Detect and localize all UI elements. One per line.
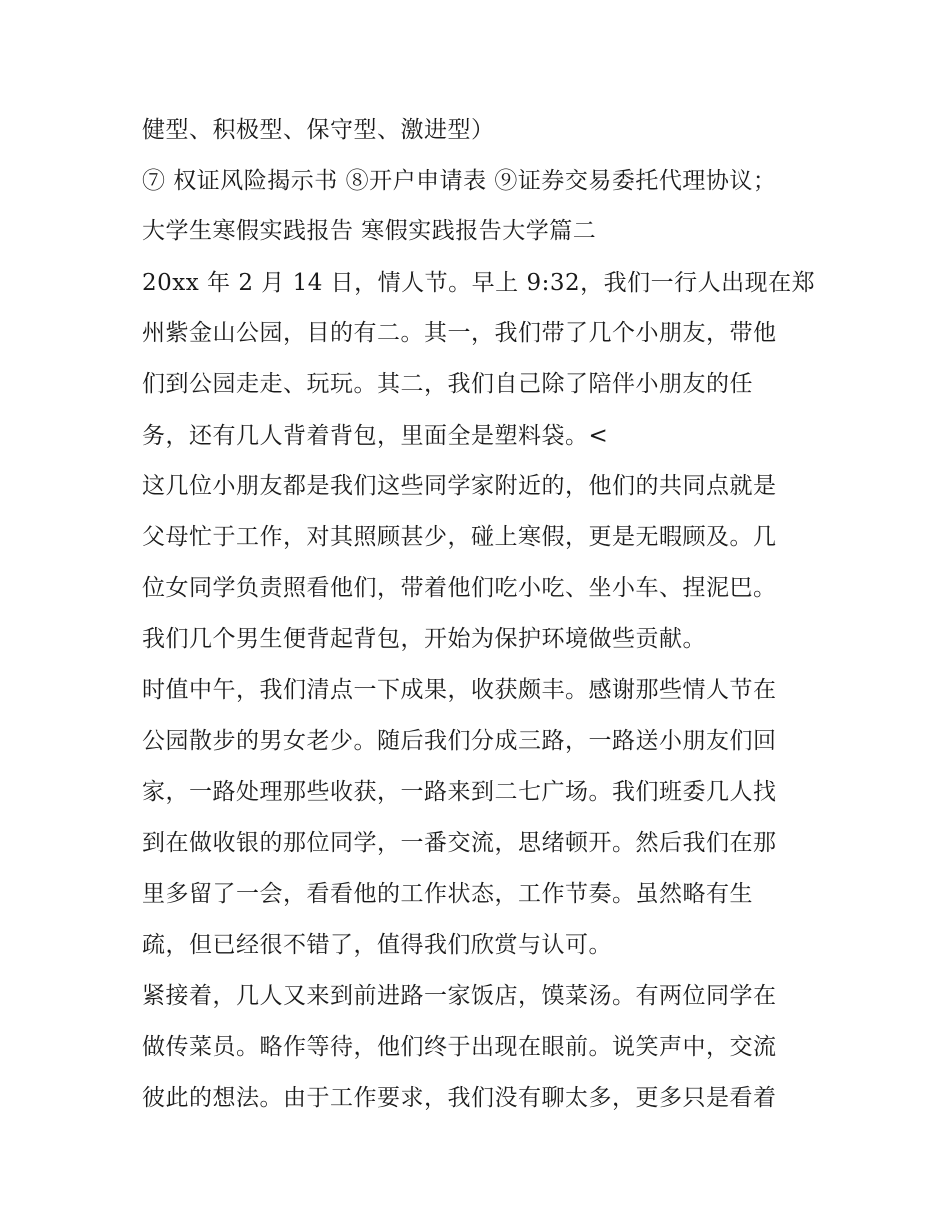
text-line: 位女同学负责照看他们，带着他们吃小吃、坐小车、捏泥巴。 <box>142 575 777 601</box>
text-line: 彼此的想法。由于工作要求，我们没有聊太多，更多只是看着 <box>142 1085 777 1111</box>
text-line: 20xx 年 2 月 14 日，情人节。早上 9:32，我们一行人出现在郑 <box>142 270 816 296</box>
section-heading: 大学生寒假实践报告 寒假实践报告大学篇二 <box>142 218 597 244</box>
text-line: 这几位小朋友都是我们这些同学家附近的，他们的共同点就是 <box>142 473 777 499</box>
text-line: 疏，但已经很不错了，值得我们欣赏与认可。 <box>142 932 612 958</box>
text-line: 健型、积极型、保守型、激进型） <box>142 117 495 143</box>
text-line: 州紫金山公园，目的有二。其一，我们带了几个小朋友，带他 <box>142 320 777 346</box>
text-line: 到在做收银的那位同学，一番交流，思绪顿开。然后我们在那 <box>142 830 777 856</box>
text-line: 父母忙于工作，对其照顾甚少，碰上寒假，更是无暇顾及。几 <box>142 524 777 550</box>
text-line: 做传菜员。略作等待，他们终于出现在眼前。说笑声中，交流 <box>142 1034 777 1060</box>
text-line: 们到公园走走、玩玩。其二，我们自己除了陪伴小朋友的任 <box>142 371 753 397</box>
text-line: 我们几个男生便背起背包，开始为保护环境做些贡献。 <box>142 626 706 652</box>
text-line: 里多留了一会，看看他的工作状态，工作节奏。虽然略有生 <box>142 881 753 907</box>
text-line: ⑦ 权证风险揭示书 ⑧开户申请表 ⑨证券交易委托代理协议； <box>142 168 777 194</box>
text-line: 时值中午，我们清点一下成果，收获颇丰。感谢那些情人节在 <box>142 677 777 703</box>
text-line: 紧接着，几人又来到前进路一家饭店，馍菜汤。有两位同学在 <box>142 983 777 1009</box>
text-line: 公园散步的男女老少。随后我们分成三路，一路送小朋友们回 <box>142 728 777 754</box>
text-line: 家，一路处理那些收获，一路来到二七广场。我们班委几人找 <box>142 779 777 805</box>
text-line: 务，还有几人背着背包，里面全是塑料袋。< <box>142 423 609 449</box>
